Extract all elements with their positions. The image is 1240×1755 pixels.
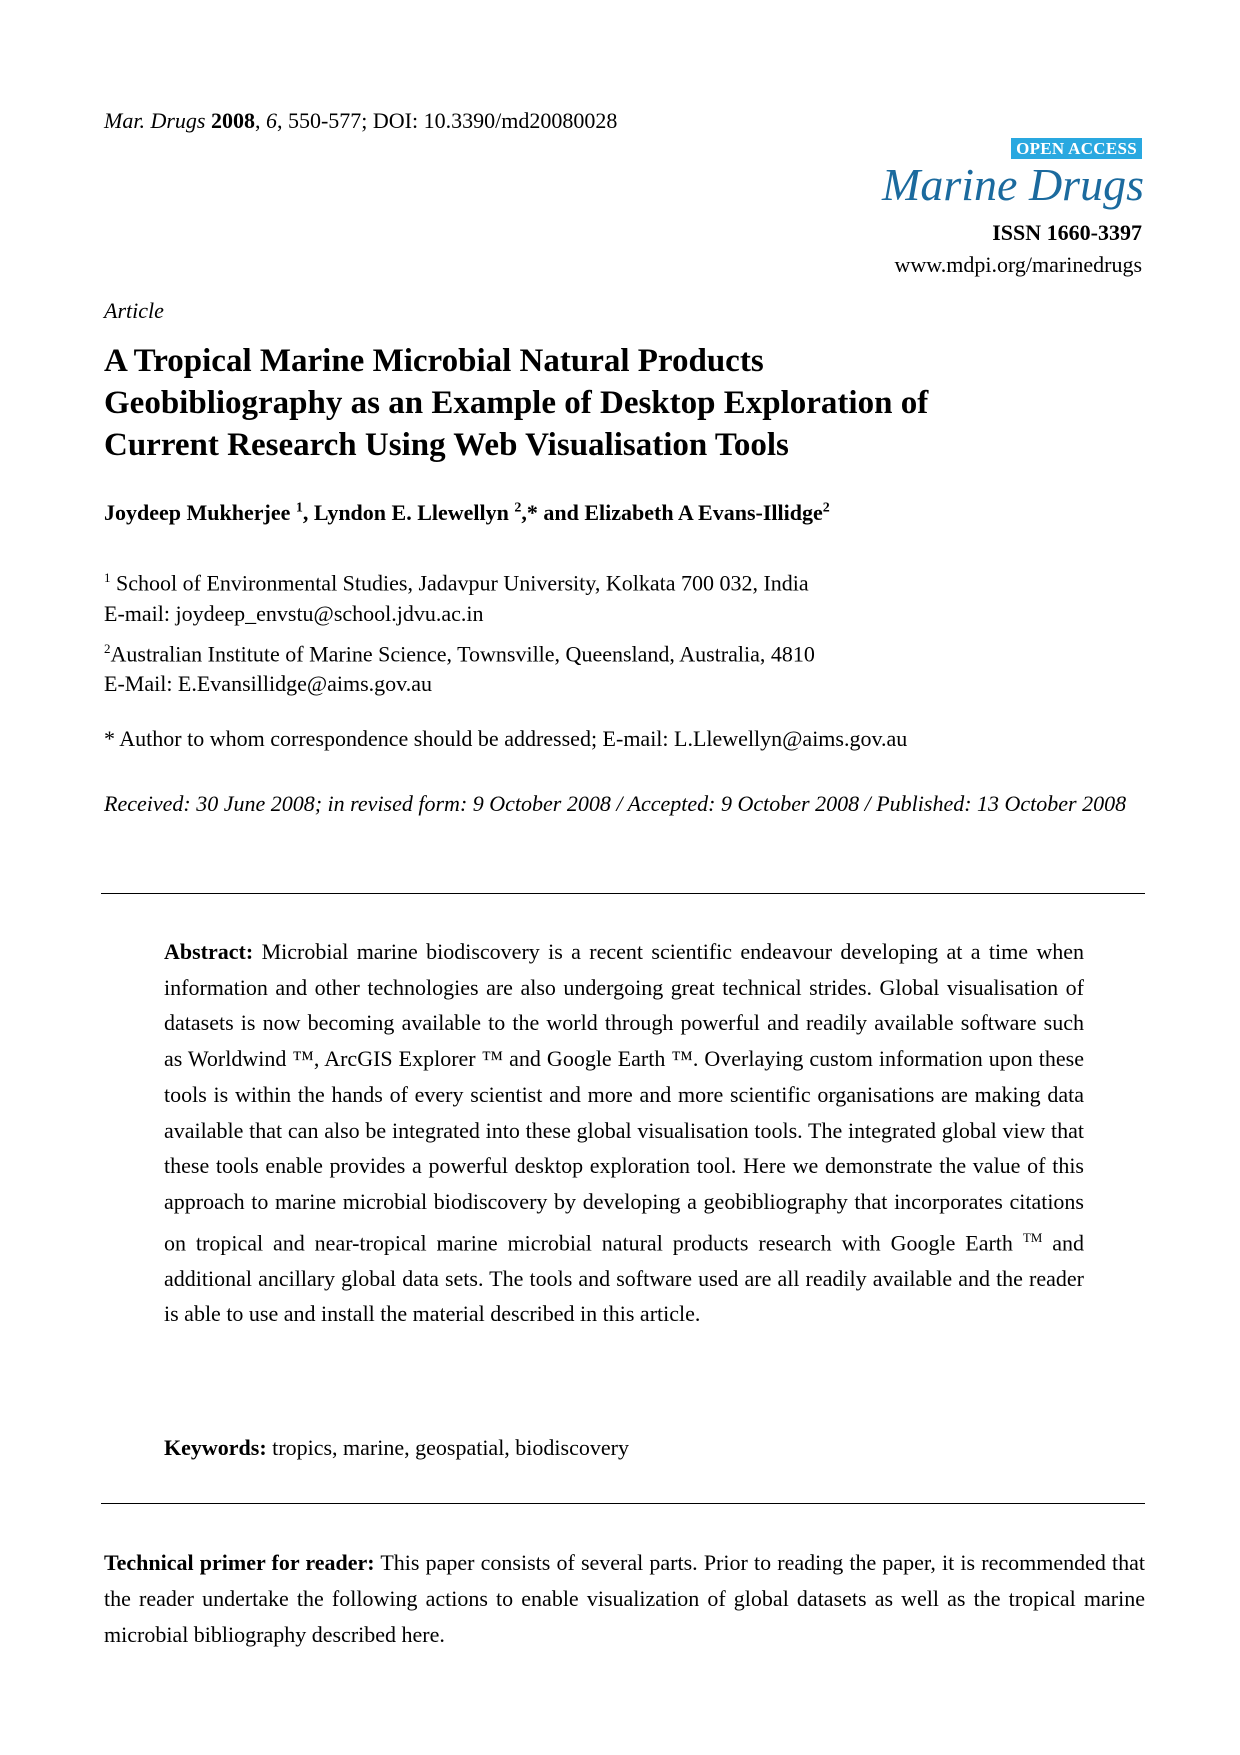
technical-primer <box>104 1545 1145 1653</box>
top-divider <box>101 893 1145 894</box>
journal-url[interactable]: www.mdpi.org/marinedrugs <box>894 252 1142 277</box>
issn: ISSN 1660-3397 <box>992 220 1142 245</box>
author-1-affiliation: 1 <box>295 500 303 516</box>
primer-label: Technical primer for reader: <box>104 1550 375 1575</box>
affiliation-1-text: School of Environmental Studies, Jadavpur University, Kolkata 700 032, India <box>116 570 809 596</box>
keywords <box>164 1435 629 1461</box>
author-1: Joydeep Mukherjee <box>104 500 291 525</box>
publication-dates: Received: 30 June 2008; in revised form: 9 October 2008 / Accepted: 9 October 2008 / Published: 13 October 2008 <box>104 791 1127 816</box>
abstract-text-1: Microbial marine biodiscovery is a recent scientific endeavour developing at a time when information and other technologies are also undergoing great technical strides. Global visualisation of datasets is now becoming available to the world through powerful and readily available software such as Worldwind ™, ArcGIS Explorer ™ and Google Earth ™. Overlaying custom information upon these tools is within the hands of every scientist and more and more scientific organisations are making data available that can also be integrated into these global visualisation tools. The integrated global view that these tools enable provides a powerful desktop exploration tool. Here we demonstrate the value of this approach to marine microbial biodiscovery by developing a geobibliography that incorporates citations on tropical and near-tropical marine microbial natural products research with Google Earth <box>164 939 1084 1255</box>
author-list <box>104 500 830 526</box>
citation-pages-doi[interactable]: , 550-577; DOI: 10.3390/md20080028 <box>276 108 618 133</box>
email-1[interactable]: E-mail: joydeep_envstu@school.jdvu.ac.in <box>104 601 484 626</box>
correspondence-note: * Author to whom correspondence should be addressed; E-mail: L.Llewellyn@aims.gov.au <box>104 726 908 751</box>
open-access-badge: OPEN ACCESS <box>1011 138 1142 159</box>
primer-text: This paper consists of several parts. Prior to reading the paper, it is recommended that the reader undertake the following actions to enable visualization of global datasets as well as the tropical marine microbial bibliography described here. <box>104 1550 1145 1647</box>
affiliation-2-marker: 2 <box>104 641 111 656</box>
bottom-divider <box>101 1503 1145 1504</box>
abstract-label: Abstract: <box>164 939 254 964</box>
email-2[interactable]: E-Mail: E.Evansillidge@aims.gov.au <box>104 671 432 696</box>
citation-line: Mar. Drugs 2008, 6, 550-577; DOI: 10.3390/md20080028 <box>104 108 618 133</box>
affiliation-1-marker: 1 <box>104 570 111 585</box>
citation-year: 2008 <box>210 108 255 133</box>
journal-name: Marine Drugs <box>882 159 1144 210</box>
citation-volume: 6 <box>265 108 277 133</box>
title-line-1: A Tropical Marine Microbial Natural Products <box>104 343 764 379</box>
article-type: Article <box>104 298 164 323</box>
title-line-2: Geobibliography as an Example of Desktop Exploration of <box>104 385 929 421</box>
keywords-text: tropics, marine, geospatial, biodiscovery <box>266 1435 629 1460</box>
abstract-text-2: and additional ancillary global data sets. The tools and software used are all readily available and the reader is able to use and install the material described in this article. <box>164 1229 1085 1327</box>
journal-abbrev: Mar. Drugs <box>104 108 206 133</box>
trademark-sup: TM <box>1022 1229 1043 1245</box>
title-line-3: Current Research Using Web Visualisation Tools <box>104 427 789 463</box>
author-2-affiliation: 2 <box>514 500 522 516</box>
article-title <box>104 340 1144 466</box>
abstract <box>164 934 1084 1332</box>
affiliation-2-text: Australian Institute of Marine Science, Townsville, Queensland, Australia, 4810 <box>110 641 815 667</box>
author-3: ,* and Elizabeth A Evans-Illidge <box>521 500 823 525</box>
keywords-label: Keywords: <box>164 1435 267 1460</box>
author-3-affiliation: 2 <box>822 500 830 516</box>
author-2: , Lyndon E. Llewellyn <box>302 500 509 525</box>
